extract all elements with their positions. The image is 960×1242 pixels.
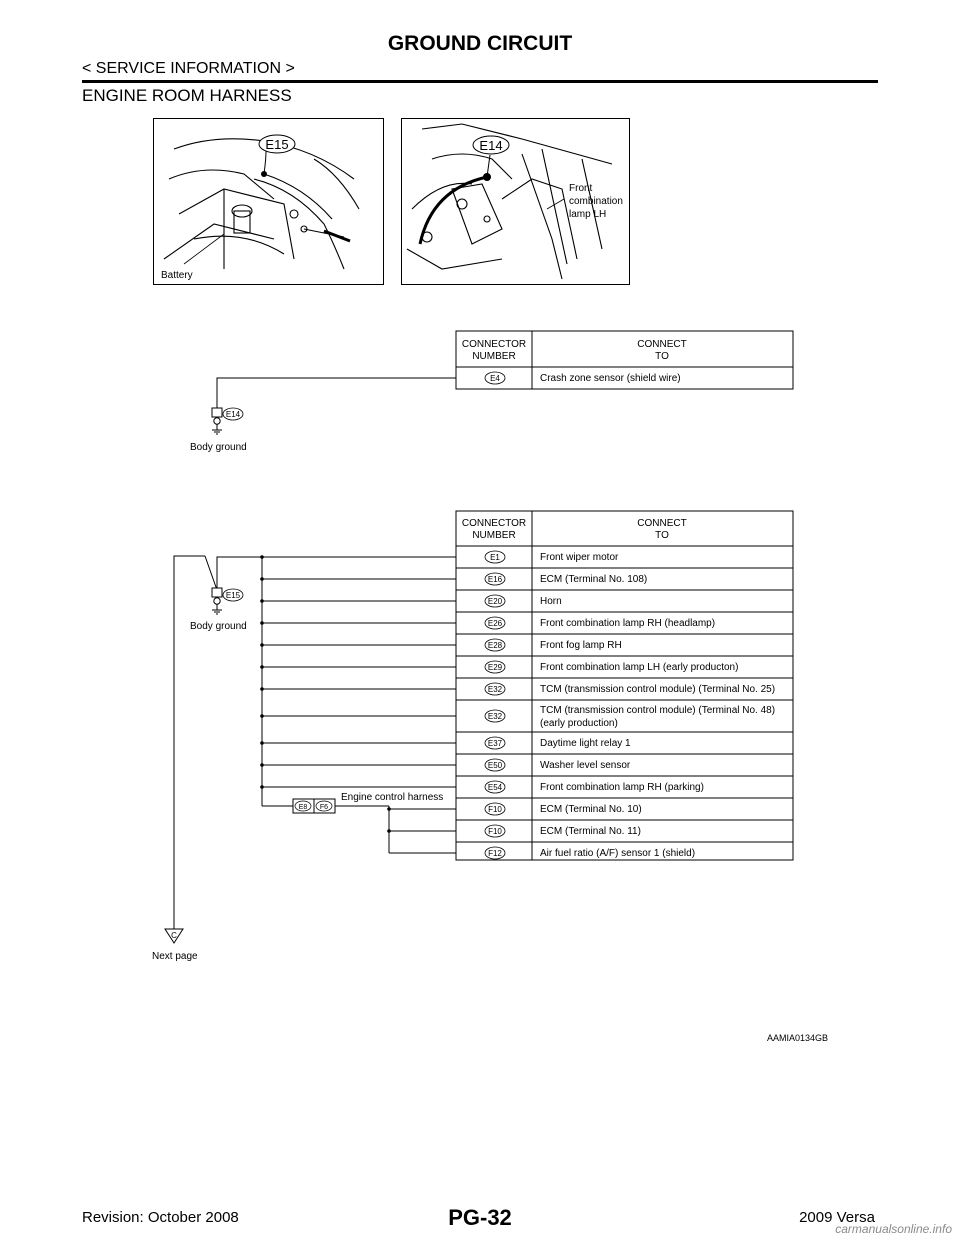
photo-left-connector: E15 [265, 137, 289, 152]
row-connect-to: Air fuel ratio (A/F) sensor 1 (shield) [540, 848, 696, 859]
row-connect-to: Front wiper motor [540, 552, 619, 563]
watermark: carmanualsonline.info [835, 1222, 952, 1236]
harness-connector-e8-f6 [293, 799, 335, 813]
table2-header-connector-line1: CONNECTOR [461, 518, 527, 529]
row-connector: E50 [487, 761, 503, 770]
table1-row-connect-to: Crash zone sensor (shield wire) [540, 373, 681, 384]
page-number: PG-32 [448, 1205, 512, 1230]
row-connect-to: ECM (Terminal No. 10) [540, 804, 642, 815]
row-connector: F12 [488, 849, 502, 858]
row-connector: E54 [487, 783, 503, 792]
row-connect-to: ECM (Terminal No. 108) [540, 574, 648, 585]
harness-connector-left: E8 [298, 804, 308, 811]
table1-header-connector-line1: CONNECTOR [461, 339, 527, 350]
row-connect-to: Front combination lamp RH (headlamp) [540, 618, 716, 629]
ground1-label: Body ground [190, 442, 247, 453]
row-connector: F10 [488, 827, 502, 836]
row-connect-to: Horn [540, 596, 562, 607]
row-connector: F10 [488, 805, 502, 814]
row-connect-to: TCM (transmission control module) (Terminal No. 48) [540, 705, 776, 716]
row-connect-to: Front combination lamp LH (early producton) [540, 662, 739, 673]
ground2-label: Body ground [190, 621, 247, 632]
connector-table-e14 [456, 331, 793, 389]
row-connect-to: ECM (Terminal No. 11) [540, 826, 641, 837]
row-connector: E28 [487, 641, 503, 650]
table2-header-connect-line2: TO [655, 530, 669, 541]
table1-row-connector: E4 [490, 374, 500, 383]
next-page-symbol: C [171, 931, 177, 940]
table2-header-connector-line2: NUMBER [472, 530, 516, 541]
table1-header-connect-line2: TO [655, 351, 669, 362]
vehicle-model: 2009 Versa [799, 1209, 875, 1226]
photo-right-connector: E14 [479, 138, 503, 153]
row-connector: E37 [487, 739, 503, 748]
harness-label: Engine control harness [341, 792, 444, 803]
photo-left-label: Battery [161, 270, 193, 281]
row-connect-to: TCM (transmission control module) (Terminal No. 25) [540, 684, 776, 695]
ground1-connector: E14 [225, 410, 241, 419]
row-connector: E1 [490, 553, 500, 562]
photo-right-label: Front combination lamp LH [569, 183, 623, 220]
page-title: GROUND CIRCUIT [387, 32, 573, 55]
table2-header-connect-line1: CONNECT [637, 518, 687, 529]
ground2-connector: E15 [225, 591, 241, 600]
row-connector: E16 [487, 575, 503, 584]
row-connector: E32 [487, 712, 503, 721]
row-connector: E32 [487, 685, 503, 694]
row-connector: E20 [487, 597, 503, 606]
row-connect-to: Washer level sensor [540, 760, 631, 771]
table1-header-connector-line2: NUMBER [472, 351, 516, 362]
ground-symbol-e15 [212, 588, 222, 614]
wire-e14-ground [217, 378, 456, 410]
row-connector: E26 [487, 619, 503, 628]
row-connect-to: (early production) [540, 718, 618, 729]
wires-e15-ground [174, 555, 456, 929]
row-connect-to: Front fog lamp RH [540, 640, 622, 651]
section-label: < SERVICE INFORMATION > [82, 60, 295, 77]
row-connect-to: Daytime light relay 1 [540, 738, 631, 749]
harness-connector-right: F6 [319, 804, 329, 811]
row-connector: E29 [487, 663, 503, 672]
row-connect-to: Front combination lamp RH (parking) [540, 782, 704, 793]
section-subtitle: ENGINE ROOM HARNESS [82, 86, 292, 105]
table1-header-connect-line1: CONNECT [637, 339, 687, 350]
figure-code: AAMIA0134GB [767, 1033, 829, 1043]
next-page-label: Next page [152, 951, 198, 962]
ground-symbol-e14 [212, 408, 222, 434]
revision-date: Revision: October 2008 [82, 1209, 239, 1226]
